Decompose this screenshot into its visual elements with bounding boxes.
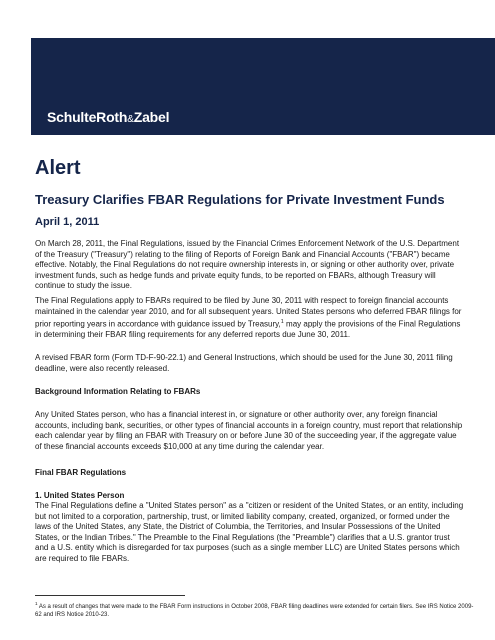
- footnote-ref: 1: [280, 319, 284, 325]
- page-title: Alert: [35, 157, 81, 179]
- heading-united-states-person: 1. United States Person: [35, 491, 125, 500]
- header-banner: [31, 38, 495, 135]
- paragraph-applicability-text-b: may apply the provisions of the Final Regulations in determining their FBAR filing requirements for any deferred reports due June 30, 2011.: [35, 319, 461, 340]
- footnote-text: As a result of changes that were made to the FBAR Form instructions in October 2008, FBAR filing deadlines were extended for certain filers. See IRS Notice 2009-62 and IRS Notice 2010-23.: [35, 604, 474, 618]
- paragraph-background: Any United States person, who has a financial interest in, or signature or other authority over, any foreign financial accounts, including bank, securities, or other types of financial accounts in a foreign country, must report that relationship each calendar year by filing an FBAR with Treasury on or before June 30 of the succeeding year, if the aggregate value of these financial accounts exceeds $10,000 at any time during the calendar year.: [35, 410, 463, 451]
- heading-background: Background Information Relating to FBARs: [35, 387, 201, 396]
- paragraph-revised-form: A revised FBAR form (Form TD-F-90-22.1) and General Instructions, which should be used for the June 30, 2011 filing deadline, were also recently released.: [35, 353, 453, 373]
- logo-text-main: SchulteRoth: [47, 109, 128, 125]
- paragraph-intro: On March 28, 2011, the Final Regulations, issued by the Financial Crimes Enforcement Network of the U.S. Department of the Treasury ("Treasury") relating to the filing of Reports of Foreign Bank and Financial Accounts ("FBAR") became effective. Notably, the Final Regulations do not require ownership interests in, or signing or other authority over, private investment funds, such as hedge funds and private equity funds, to be reported on FBARs, although Treasury will continue to study the issue.: [35, 239, 460, 290]
- paragraph-applicability: [35, 296, 465, 341]
- firm-logo: [47, 109, 169, 125]
- heading-final-regulations: Final FBAR Regulations: [35, 468, 127, 477]
- footnote-mark: 1: [35, 601, 38, 606]
- paragraph-applicability-text-a: The Final Regulations apply to FBARs required to be filed by June 30, 2011 with respect to foreign financial accounts maintained in the calendar year 2010, and for all subsequent years. United States persons who deferred FBAR filings for prior reporting years in accordance with guidance issued by Treasury,: [35, 296, 462, 329]
- article-headline: Treasury Clarifies FBAR Regulations for Private Investment Funds: [35, 192, 445, 207]
- logo-ampersand: &: [127, 114, 134, 125]
- publication-date: April 1, 2011: [35, 216, 100, 228]
- footnote-divider: [35, 595, 185, 596]
- footnote: [35, 600, 475, 619]
- logo-text-end: Zabel: [133, 109, 170, 125]
- paragraph-us-person-definition: The Final Regulations define a "United States person" as a "citizen or resident of the United States, or an entity, including but not limited to a corporation, partnership, trust, or limited liability company, created, organized, or formed under the laws of the United States, any State, the District of Columbia, the Territories, and Insular Possessions of the United States, or the Indian Tribes." The Preamble to the Final Regulations (the "Preamble") clarifies that a U.S. grantor trust and a U.S. entity which is disregarded for tax purposes (such as a single member LLC) are United States persons which are required to file FBARs.: [35, 501, 464, 563]
